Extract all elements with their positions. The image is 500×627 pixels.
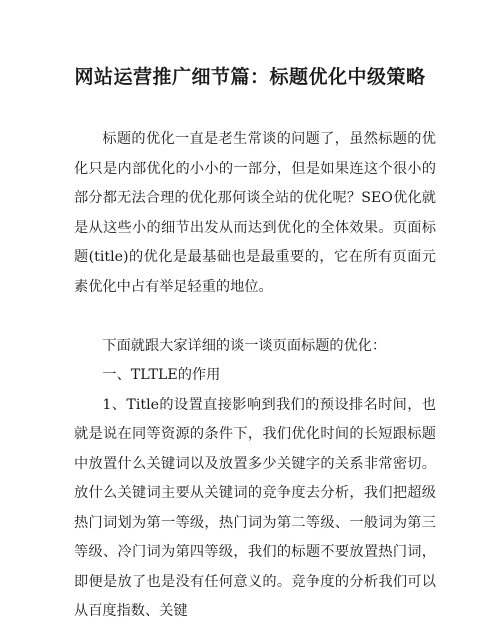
paragraph-point-1: 1、Title的设置直接影响到我们的预设排名时间，也就是说在同等资源的条件下，我们优化时间的长短跟标题中放置什么关键词以及放置多少关键字的关系非常密切。放什么关键词主要从关键词的竞争度去分析，我们把超级热门词划为第一等级，热门词为第二等级、一般词为第三等级、冷门词为第四等级，我们的标题不要放置热门词，即便是放了也是没有任何意义的。竞争度的分析我们可以从百度指数、关键 [74,396,436,619]
section-heading: 一、TLTLE的作用 [102,367,221,383]
document-body [74,125,436,627]
document-title: 网站运营推广细节篇：标题优化中级策略 [74,66,426,88]
paragraph-intro: 标题的优化一直是老生常谈的问题了，虽然标题的优化只是内部优化的小小的一部分，但是如果连这个很小的部分都无法合理的优化那何谈全站的优化呢？SEO优化就是从这些小的细节出发从而达到优化的全体效果。页面标题(title)的优化是最基础也是最重要的，它在所有页面元素优化中占有举足轻重的地位。 [74,131,436,295]
paragraph-lead-in: 下面就跟大家详细的谈一谈页面标题的优化： [102,337,387,354]
paragraph-spacer [74,302,436,332]
